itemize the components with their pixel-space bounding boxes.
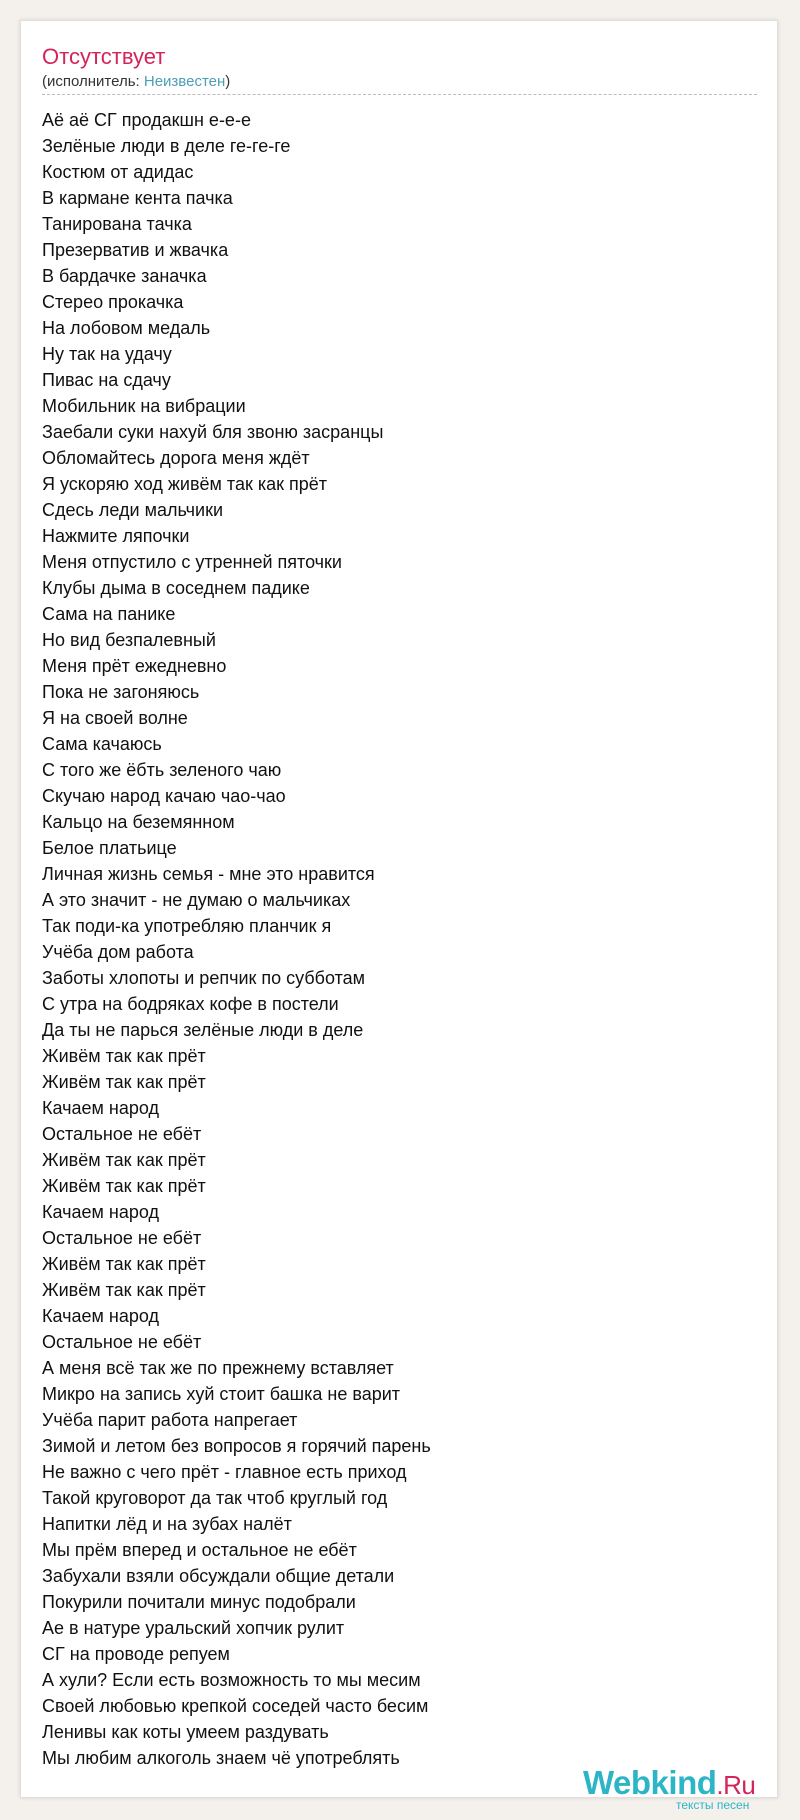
lyric-line: С того же ёбть зеленого чаю xyxy=(42,760,282,780)
lyric-line: Презерватив и жвачка xyxy=(42,240,229,260)
lyric-line: Мы прём вперед и остальное не ебёт xyxy=(42,1540,357,1560)
logo-tld: .Ru xyxy=(716,1770,756,1800)
lyric-line: Остальное не ебёт xyxy=(42,1332,202,1352)
artist-line xyxy=(42,73,230,90)
lyric-line: В кармане кента пачка xyxy=(42,188,233,208)
artist-suffix: ) xyxy=(225,73,231,90)
lyric-line: Качаем народ xyxy=(42,1202,159,1222)
lyric-line: Я на своей волне xyxy=(42,708,188,728)
lyric-line: На лобовом медаль xyxy=(42,318,211,338)
lyric-line: Качаем народ xyxy=(42,1098,159,1118)
lyric-line: СГ на проводе репуем xyxy=(42,1644,230,1664)
lyric-line: Зелёные люди в деле ге-ге-ге xyxy=(42,136,291,156)
lyric-line: Своей любовью крепкой соседей часто бесим xyxy=(42,1696,429,1716)
logo-subtitle: тексты песен xyxy=(676,1798,750,1812)
lyric-line: Не важно с чего прёт - главное есть приход xyxy=(42,1462,407,1482)
lyric-line: Живём так как прёт xyxy=(42,1176,206,1196)
lyric-line: Клубы дыма в соседнем падике xyxy=(42,578,310,598)
lyric-line: Учёба парит работа напрегает xyxy=(42,1410,298,1430)
lyric-line: Живём так как прёт xyxy=(42,1280,206,1300)
lyric-line: Ленивы как коты умеем раздувать xyxy=(42,1722,329,1742)
lyric-line: Стерео прокачка xyxy=(42,292,184,312)
lyric-line: Белое платьице xyxy=(42,838,177,858)
lyric-line: Живём так как прёт xyxy=(42,1046,206,1066)
lyric-line: Аё аё СГ продакшн е-е-е xyxy=(42,110,251,130)
lyric-line: Учёба дом работа xyxy=(42,942,194,962)
lyric-line: Забухали взяли обсуждали общие детали xyxy=(42,1566,395,1586)
lyric-line: Сама качаюсь xyxy=(42,734,162,754)
lyric-line: Напитки лёд и на зубах налёт xyxy=(42,1514,292,1534)
lyric-line: А хули? Если есть возможность то мы месим xyxy=(42,1670,421,1690)
lyric-line: Сама на панике xyxy=(42,604,176,624)
lyric-line: Мобильник на вибрации xyxy=(42,396,246,416)
lyric-line: Покурили почитали минус подобрали xyxy=(42,1592,356,1612)
lyric-line: Костюм от адидас xyxy=(42,162,194,182)
lyric-line: Живём так как прёт xyxy=(42,1254,206,1274)
site-logo[interactable] xyxy=(583,1764,783,1814)
lyric-line: Обломайтесь дорога меня ждёт xyxy=(42,448,310,468)
logo-wordmark: Webkind.Ru xyxy=(583,1764,756,1801)
lyric-line: Да ты не парься зелёные люди в деле xyxy=(42,1020,364,1040)
title-divider xyxy=(42,94,757,95)
lyric-line: В бардачке заначка xyxy=(42,266,207,286)
lyric-line: Микро на запись хуй стоит башка не варит xyxy=(42,1384,401,1404)
lyric-line: Танирована тачка xyxy=(42,214,192,234)
lyric-line: С утра на бодряках кофе в постели xyxy=(42,994,339,1014)
lyric-line: Мы любим алкоголь знаем чё употреблять xyxy=(42,1748,400,1768)
lyric-line: Ну так на удачу xyxy=(42,344,172,364)
lyrics-card xyxy=(20,20,778,1812)
lyrics-text xyxy=(42,107,431,1771)
lyric-line: Качаем народ xyxy=(42,1306,159,1326)
song-title: Отсутствует xyxy=(42,44,166,69)
lyric-line: Но вид безпалевный xyxy=(42,630,216,650)
lyric-line: Сдесь леди мальчики xyxy=(42,500,223,520)
lyric-line: Живём так как прёт xyxy=(42,1150,206,1170)
lyric-line: Живём так как прёт xyxy=(42,1072,206,1092)
lyric-line: Заебали суки нахуй бля звоню засранцы xyxy=(42,422,384,442)
lyric-line: Кальцо на беземянном xyxy=(42,812,235,832)
lyric-line: Скучаю народ качаю чао-чао xyxy=(42,786,286,806)
lyric-line: Остальное не ебёт xyxy=(42,1124,202,1144)
lyric-line: Меня отпустило с утренней пяточки xyxy=(42,552,342,572)
lyric-line: Пока не загоняюсь xyxy=(42,682,200,702)
lyric-line: Заботы хлопоты и репчик по субботам xyxy=(42,968,366,988)
lyric-line: А это значит - не думаю о мальчиках xyxy=(42,890,351,910)
lyric-line: Личная жизнь семья - мне это нравится xyxy=(42,864,375,884)
lyric-line: Так поди-ка употребляю планчик я xyxy=(42,916,332,936)
lyric-line: Я ускоряю ход живём так как прёт xyxy=(42,474,328,494)
artist-prefix: (исполнитель: xyxy=(42,73,144,90)
artist-link[interactable]: Неизвестен xyxy=(143,73,226,90)
lyric-line: Остальное не ебёт xyxy=(42,1228,202,1248)
lyric-line: Ае в натуре уральский хопчик рулит xyxy=(42,1618,345,1638)
lyric-line: А меня всё так же по прежнему вставляет xyxy=(42,1358,394,1378)
lyric-line: Зимой и летом без вопросов я горячий парень xyxy=(42,1436,431,1456)
lyric-line: Меня прёт ежедневно xyxy=(42,656,227,676)
lyric-line: Нажмите ляпочки xyxy=(42,526,190,546)
lyric-line: Такой круговорот да так чтоб круглый год xyxy=(42,1488,388,1508)
lyric-line: Пивас на сдачу xyxy=(42,370,171,390)
